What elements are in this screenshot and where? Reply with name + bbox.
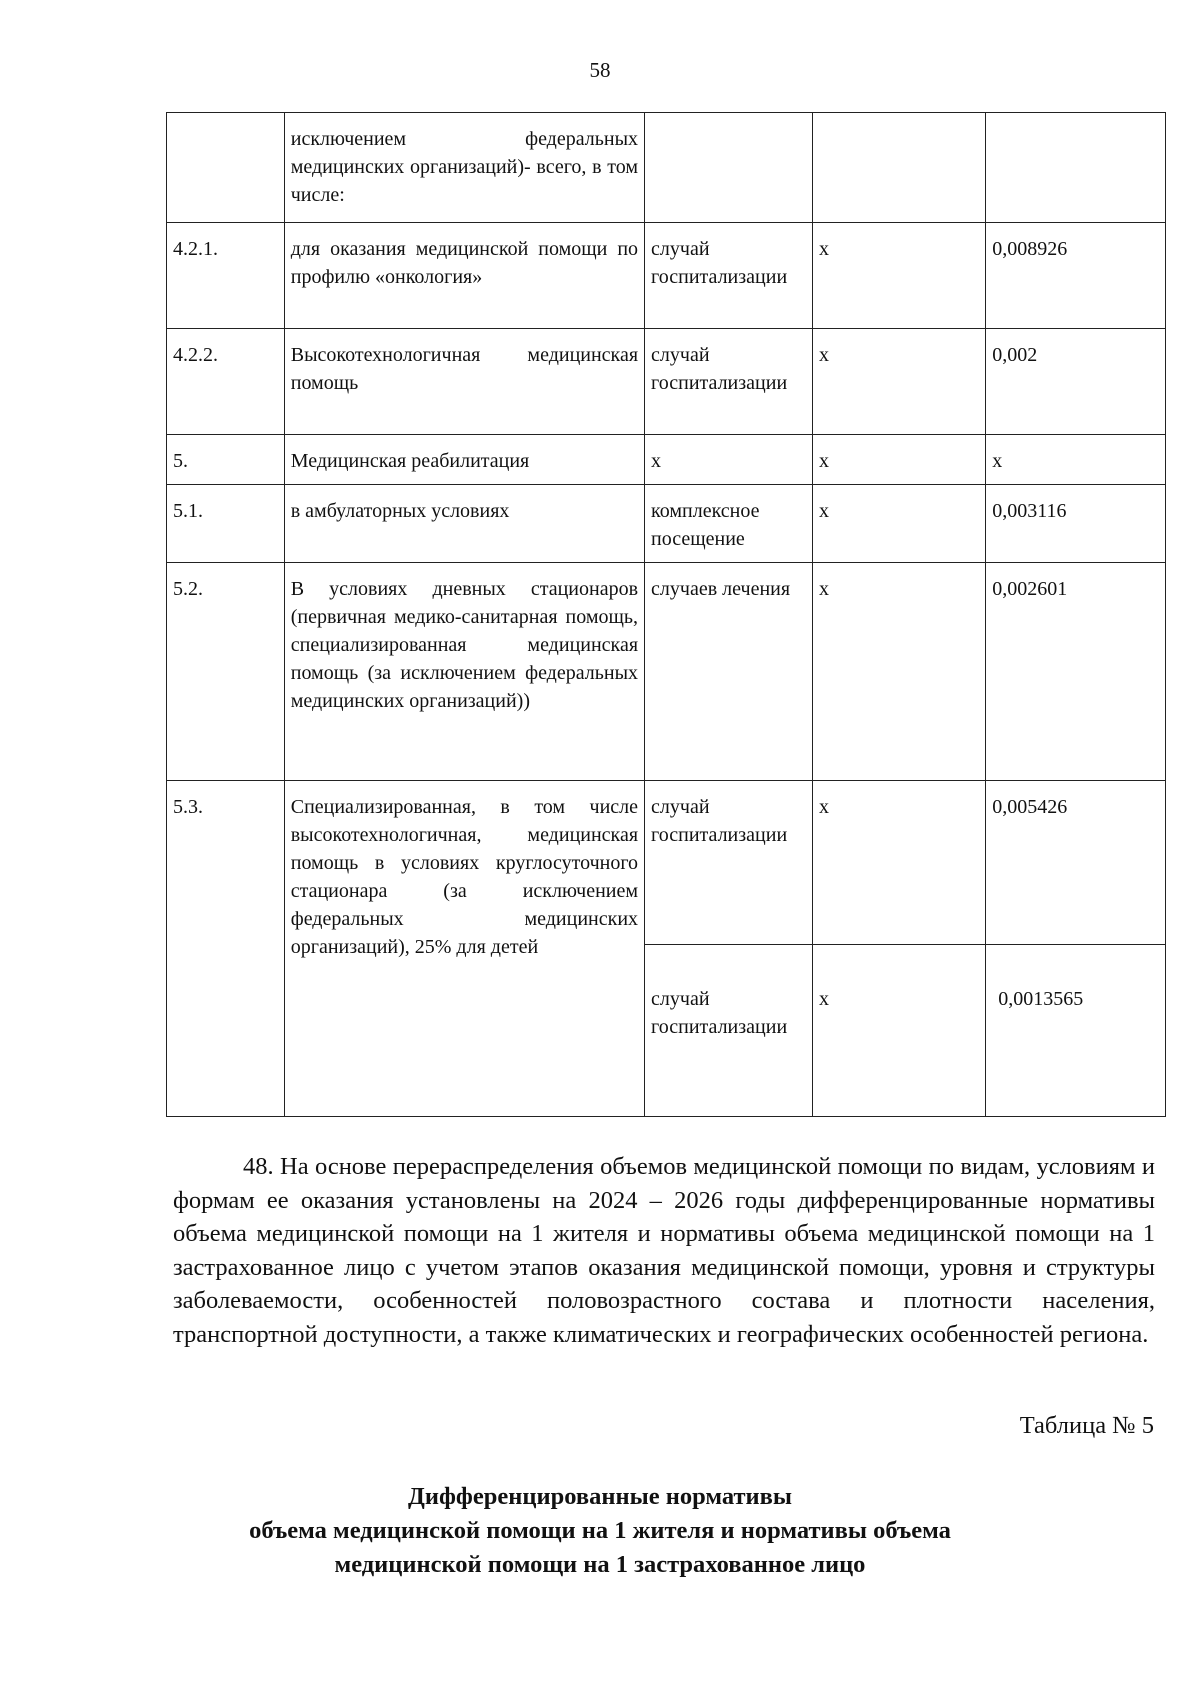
row-unit: случай госпитализации	[645, 781, 813, 945]
row-unit: случаев лечения	[645, 563, 813, 781]
table-row	[167, 329, 1166, 435]
row-col5: 0,0013565	[986, 945, 1166, 1117]
row-name: исключением федеральных медицинских организаций)- всего, в том числе:	[284, 113, 644, 223]
row-number	[167, 113, 285, 223]
heading-line: Дифференцированные нормативы	[408, 1483, 792, 1510]
row-unit: случай госпитализации	[645, 945, 813, 1117]
row-unit	[645, 113, 813, 223]
table-row	[167, 485, 1166, 563]
row-col4: х	[812, 485, 985, 563]
row-number: 4.2.2.	[167, 329, 285, 435]
row-number: 5.1.	[167, 485, 285, 563]
table-row	[167, 435, 1166, 485]
table-row	[167, 781, 1166, 945]
row-col4: х	[812, 563, 985, 781]
row-unit: случай госпитализации	[645, 329, 813, 435]
norms-table	[166, 112, 1166, 1117]
table-heading	[0, 1480, 1200, 1582]
row-number: 5.	[167, 435, 285, 485]
row-name: для оказания медицинской помощи по профилю «онкология»	[284, 223, 644, 329]
row-col5: 0,008926	[986, 223, 1166, 329]
row-col5	[986, 113, 1166, 223]
row-col5: 0,002	[986, 329, 1166, 435]
table-row	[167, 563, 1166, 781]
row-number: 5.3.	[167, 781, 285, 1117]
row-name: Высокотехнологичная медицинская помощь	[284, 329, 644, 435]
row-name: в амбулаторных условиях	[284, 485, 644, 563]
row-col5: 0,003116	[986, 485, 1166, 563]
row-name: В условиях дневных стационаров (первичная медико-санитарная помощь, специализированная медицинская помощь (за исключением федеральных медицинских организаций))	[284, 563, 644, 781]
row-unit: комплексное посещение	[645, 485, 813, 563]
row-col5: 0,005426	[986, 781, 1166, 945]
row-col4: х	[812, 329, 985, 435]
heading-line: медицинской помощи на 1 застрахованное лицо	[334, 1551, 866, 1578]
row-name: Медицинская реабилитация	[284, 435, 644, 485]
row-number: 4.2.1.	[167, 223, 285, 329]
row-col4: х	[812, 223, 985, 329]
row-col4	[812, 113, 985, 223]
page-number: 58	[589, 58, 611, 82]
row-unit: случай госпитализации	[645, 223, 813, 329]
row-col4: х	[812, 781, 985, 945]
table-row	[167, 223, 1166, 329]
row-col5: 0,002601	[986, 563, 1166, 781]
row-col4: х	[812, 945, 985, 1117]
row-col4: х	[812, 435, 985, 485]
row-number: 5.2.	[167, 563, 285, 781]
table-row	[167, 113, 1166, 223]
table-label: Таблица № 5	[1019, 1412, 1154, 1439]
row-unit: х	[645, 435, 813, 485]
row-name: Специализированная, в том числе высокотехнологичная, медицинская помощь в условиях круглосуточного стационара (за исключением федеральных медицинских организаций), 25% для детей	[284, 781, 644, 1117]
body-paragraph: 48. На основе перераспределения объемов медицинской помощи по видам, условиям и формам ее оказания установлены на 2024 – 2026 годы дифференцированные нормативы объема медицинской помощи на 1 жителя и нормативы объема медицинской помощи на 1 застрахованное лицо с учетом этапов оказания медицинской помощи, уровня и структуры заболеваемости, особенностей половозрастного состава и плотности населения, транспортной доступности, а также климатических и географических особенностей региона.	[173, 1153, 1155, 1348]
heading-line: объема медицинской помощи на 1 жителя и нормативы объема	[249, 1517, 951, 1544]
row-col5: х	[986, 435, 1166, 485]
